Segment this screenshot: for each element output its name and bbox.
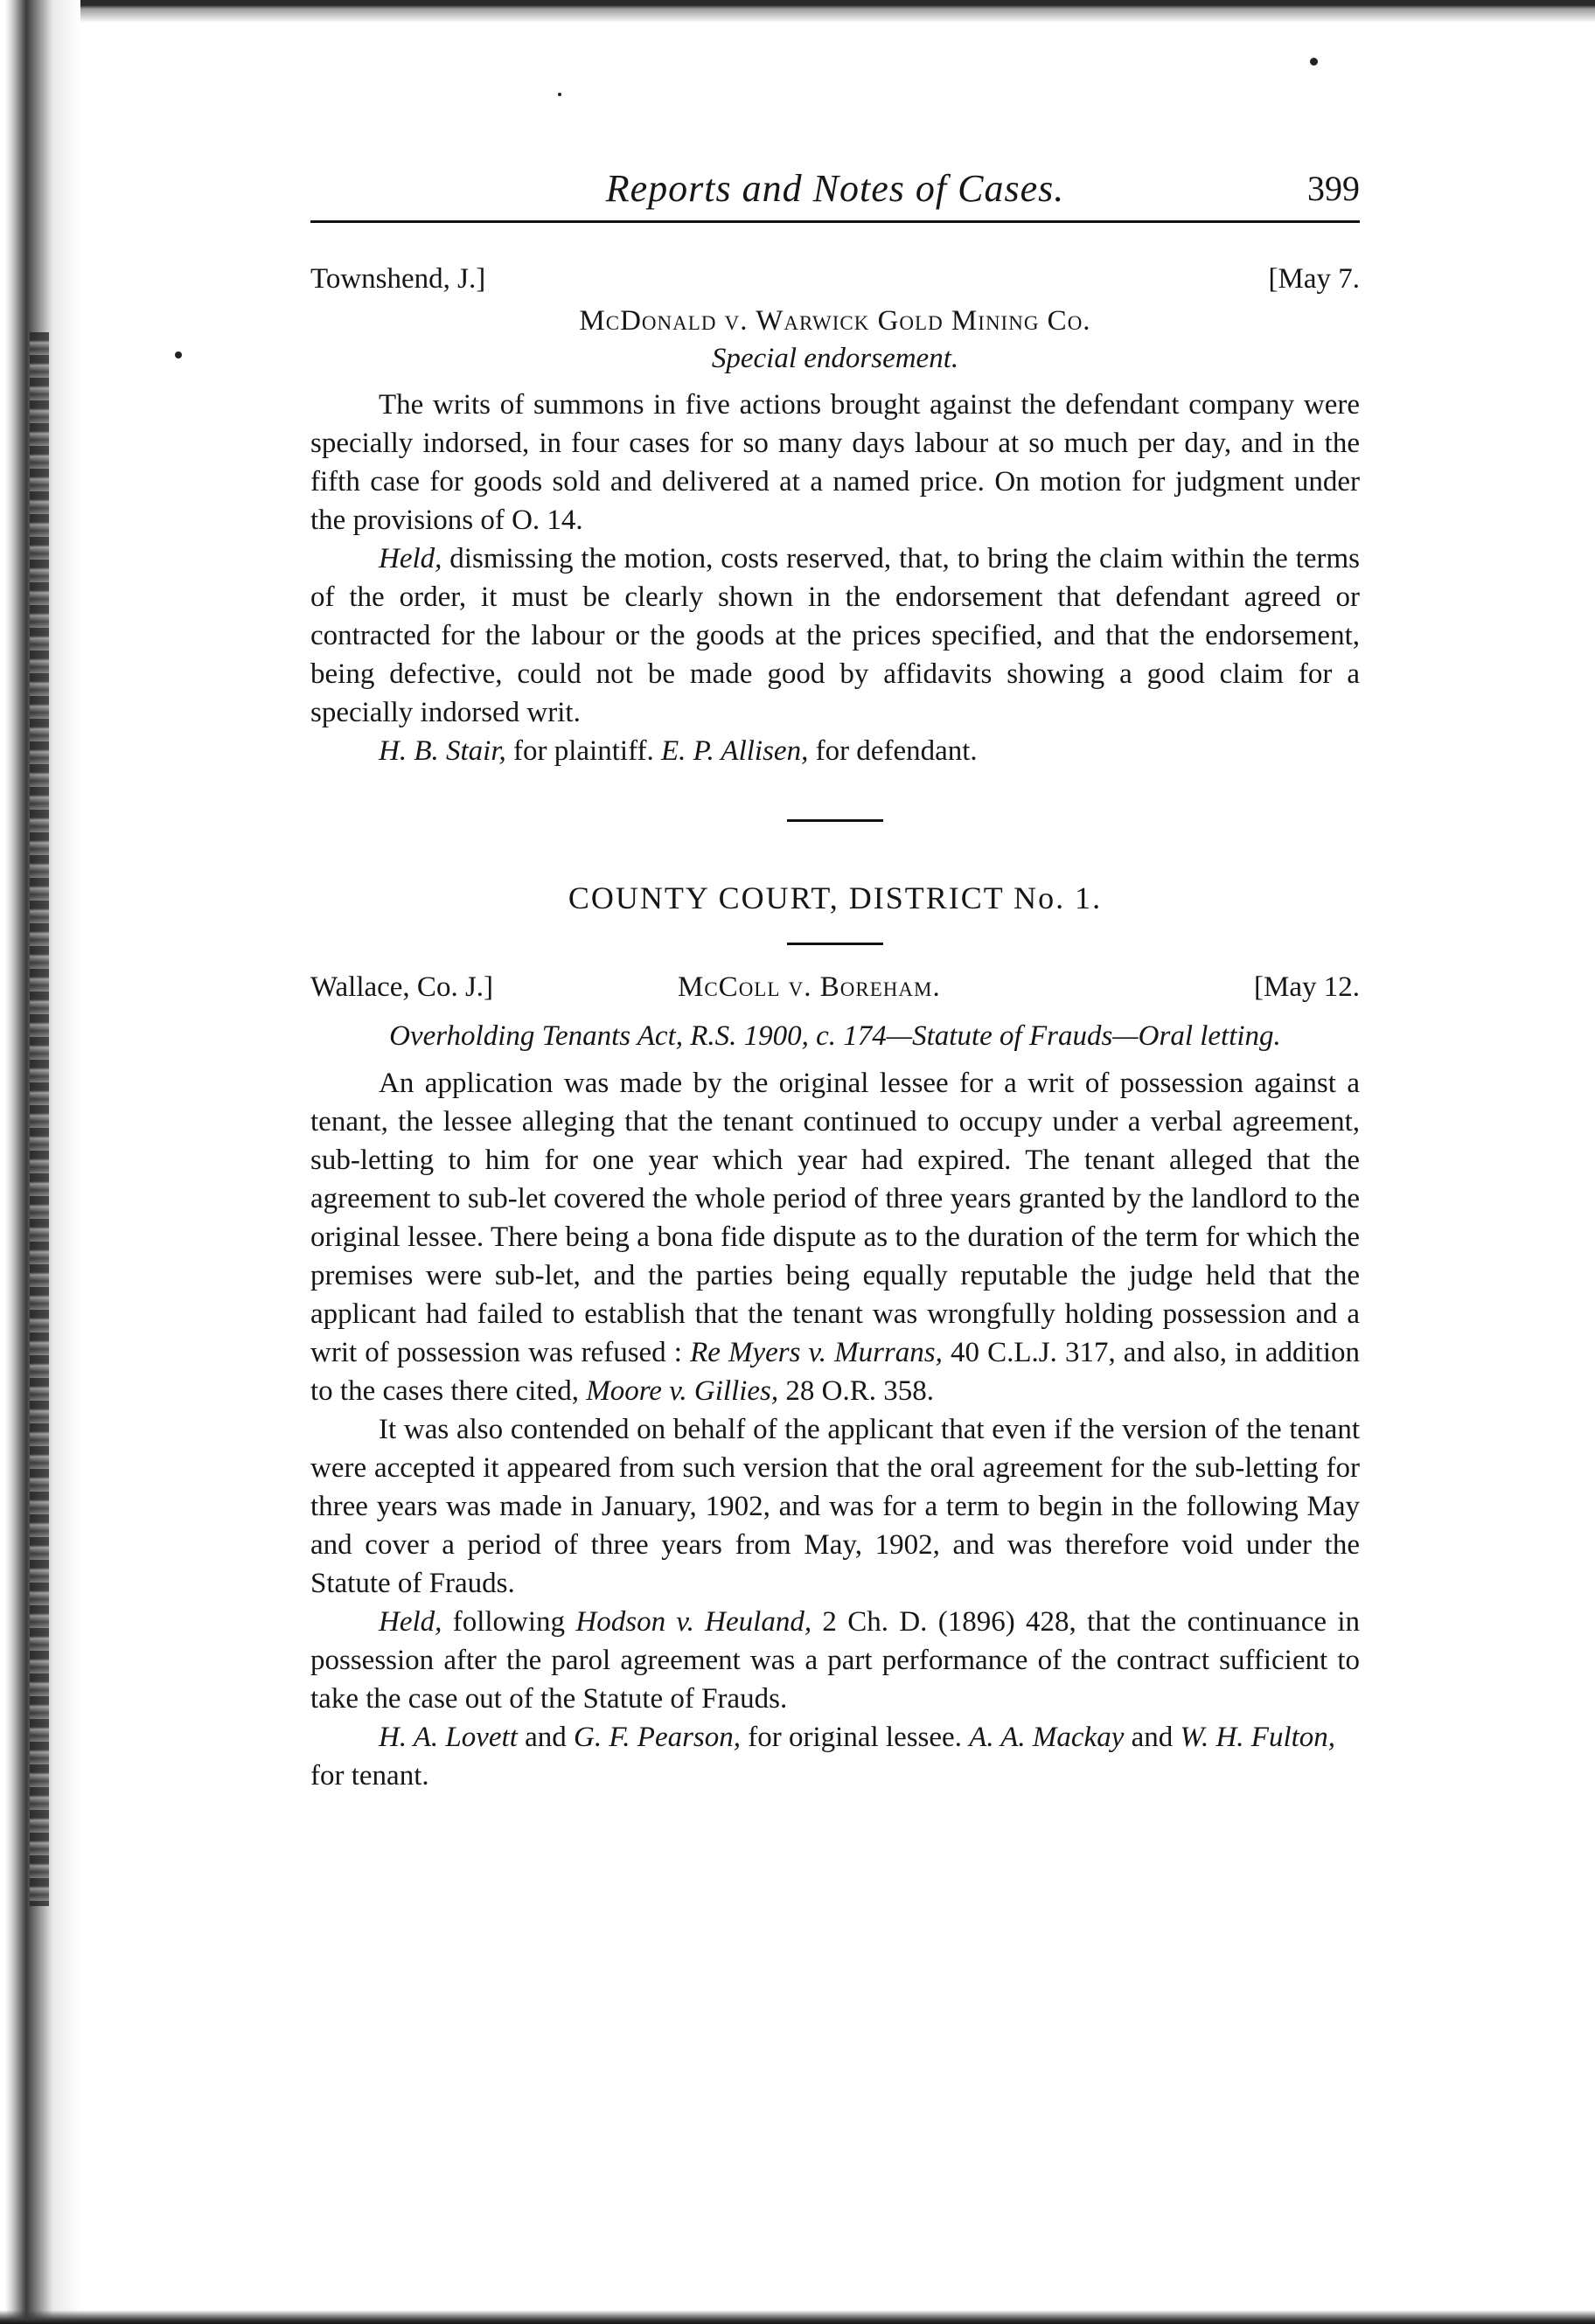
paragraph-text: An application was made by the original lessee for a writ of possession against a tenant, the lessee alleging that the tenant continued to occupy under a verbal agreement, sub-letting to him for one year which year had expired. The tenant alleged that the agreement to sub-let covered the whole period of three years granted by the landlord to the original lessee. There being a bona fide dispute as to the duration of the term for which the premises were sub-let, and the parties being equally reputable the judge held that the applicant had failed to establish that the tenant was wrongfully holding possession and a writ of possession was refused : bbox=[310, 1068, 1360, 1368]
court-heading: COUNTY COURT, DISTRICT No. 1. bbox=[568, 880, 1103, 915]
holding-text: dismissing the motion, costs reserved, that, to bring the claim within the terms of the order, it must be clearly shown in the endorsement that defendant agreed or contracted for the labour or the goods at the prices specified, and that the endorsement, being defective, could not be made good by affidavits showing a good claim for a specially indorsed writ. bbox=[310, 543, 1360, 728]
counsel-role: for tenant. bbox=[310, 1760, 429, 1792]
scan-top-edge bbox=[0, 0, 1595, 23]
scan-speck bbox=[1310, 58, 1318, 66]
case-subject: Overholding Tenants Act, R.S. 1900, c. 174—Statute of Frauds—Oral letting. bbox=[389, 1020, 1281, 1052]
counsel-line bbox=[310, 732, 1360, 770]
case-paragraph bbox=[310, 1410, 1360, 1603]
citation-reference: 40 C.L.J. 317, and also, in addition to the cases there cited, bbox=[310, 1337, 1360, 1407]
counsel-role: for defendant. bbox=[808, 735, 978, 767]
case-header bbox=[310, 263, 1360, 305]
counsel-role: for plaintiff. bbox=[505, 735, 661, 767]
section-divider bbox=[787, 819, 883, 822]
scan-binding-edge bbox=[0, 0, 80, 2324]
held-label: Held, bbox=[379, 543, 442, 574]
holding-paragraph bbox=[310, 1603, 1360, 1718]
case-title: McColl v. Boreham. bbox=[678, 971, 941, 1003]
counsel-name: H. A. Lovett bbox=[379, 1722, 518, 1753]
holding-paragraph bbox=[310, 539, 1360, 732]
counsel-name: A. A. Mackay bbox=[969, 1722, 1125, 1753]
case-subject: Special endorsement. bbox=[711, 343, 959, 374]
citation-reference: 28 O.R. 358. bbox=[778, 1375, 934, 1407]
case-header bbox=[310, 971, 1360, 1013]
counsel-name: H. B. Stair, bbox=[379, 735, 506, 767]
case-title: McDonald v. Warwick Gold Mining Co. bbox=[579, 305, 1091, 337]
holding-text: following bbox=[442, 1606, 576, 1638]
counsel-name: E. P. Allisen, bbox=[660, 735, 809, 767]
citation: Moore v. Gillies, bbox=[586, 1375, 779, 1407]
scan-speck bbox=[558, 93, 561, 96]
counsel-name: W. H. Fulton, bbox=[1180, 1722, 1336, 1753]
case-date: [May 7. bbox=[1268, 263, 1360, 295]
counsel-joiner: and bbox=[517, 1722, 575, 1753]
running-title: Reports and Notes of Cases. bbox=[605, 167, 1065, 210]
counsel-name: G. F. Pearson, bbox=[574, 1722, 742, 1753]
case-paragraph bbox=[310, 1064, 1360, 1410]
scan-bottom-edge bbox=[0, 2310, 1595, 2324]
holding-text: 2 Ch. D. (1896) 428, that the continuance in possession after the parol agreement was a part performance of the contract sufficient to take the case out of the Statute of Frauds. bbox=[310, 1606, 1360, 1715]
running-head bbox=[310, 157, 1360, 220]
citation: Re Myers v. Murrans, bbox=[690, 1337, 943, 1368]
paragraph-text: It was also contended on behalf of the applicant that even if the version of the tenant were accepted it appeared from such version that the oral agreement for the sub-letting for three years was made in January, 1902, and was for a term to begin in the following May and cover a period of three years from May, 1902, and was therefore void under the Statute of Frauds. bbox=[310, 1414, 1360, 1599]
document-page bbox=[310, 157, 1360, 1795]
case-paragraph bbox=[310, 386, 1360, 539]
counsel-line bbox=[310, 1718, 1360, 1795]
section-divider bbox=[787, 943, 883, 945]
counsel-joiner: and bbox=[1124, 1722, 1181, 1753]
paragraph-text: The writs of summons in five actions brought against the defendant company were specially indorsed, in four cases for so many days labour at so much per day, and in the fifth case for goods sold and delivered at a named price. On motion for judgment under the provisions of O. 14. bbox=[310, 389, 1360, 536]
judge-name: Wallace, Co. J.] bbox=[310, 971, 494, 1003]
header-rule bbox=[310, 220, 1360, 223]
held-label: Held, bbox=[379, 1606, 442, 1638]
counsel-role: for original lessee. bbox=[741, 1722, 970, 1753]
judge-name: Townshend, J.] bbox=[310, 263, 486, 295]
citation: Hodson v. Heuland, bbox=[575, 1606, 812, 1638]
case-date: [May 12. bbox=[1254, 971, 1360, 1003]
page-number: 399 bbox=[1307, 169, 1360, 208]
scan-speck bbox=[175, 351, 182, 358]
